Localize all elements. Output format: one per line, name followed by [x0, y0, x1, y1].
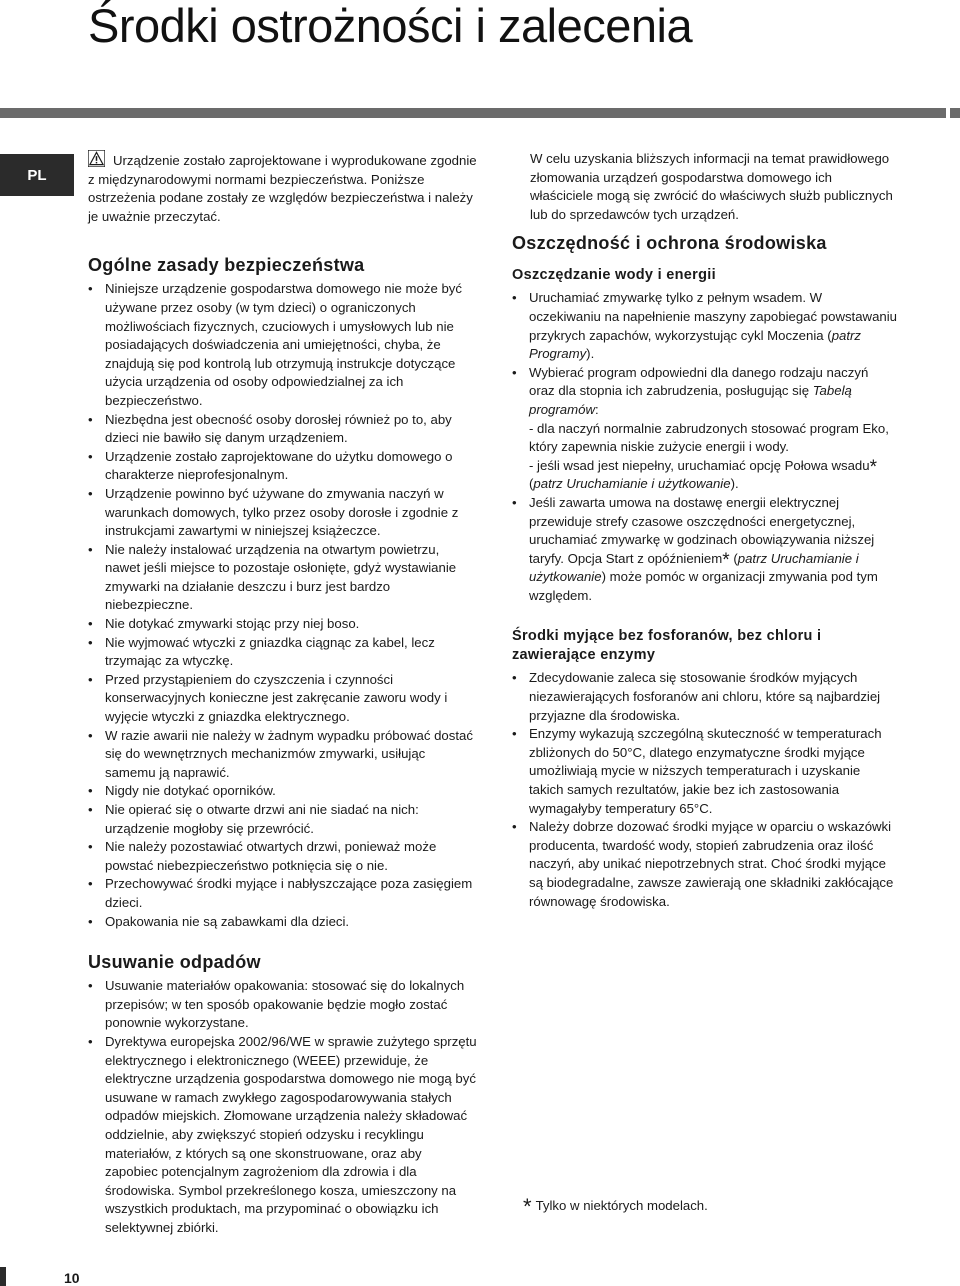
list-item: • Nie należy instalować urządzenia na otwartym powietrzu, nawet jeśli miejsce to pozostaje osłonięte, gdyż wystawianie zmywarki na działanie deszczu i burz jest bardzo niebezpieczne.: [88, 541, 478, 615]
list-item: • Przechowywać środki myjące i nabłyszczające poza zasięgiem dzieci.: [88, 875, 478, 912]
list-item: • Urządzenie powinno być używane do zmywania naczyń w warunkach domowych, tylko przez osoby dorosłe i zgodnie z instrukcjami zawartymi w niniejszej książeczce.: [88, 485, 478, 541]
list-item: • Niezbędna jest obecność osoby dorosłej również po to, aby dzieci nie bawiło się danym urządzeniem.: [88, 411, 478, 448]
list-item: • Urządzenie zostało zaprojektowane do użytku domowego o charakterze nieprofesjonalnym.: [88, 448, 478, 485]
sub-item: - dla naczyń normalnie zabrudzonych stosować program Eko, który zapewnia niskie zużycie energii i wody.: [529, 420, 889, 455]
intro-text: Urządzenie zostało zaprojektowane i wyprodukowane zgodnie z międzynarodowymi normami bezpieczeństwa. Poniższe ostrzeżenia podane zostały ze względów bezpieczeństwa i należy je uważnie przeczytać.: [88, 153, 477, 224]
list-item: • Nie opierać się o otwarte drzwi ani nie siadać na nich: urządzenie mogłoby się przewrócić.: [88, 801, 478, 838]
list-item: • Uruchamiać zmywarkę tylko z pełnym wsadem. W oczekiwaniu na napełnienie maszyny zapobiegać powstawaniu przykrych zapachów, wykorzystując cykl Moczenia (patrz Programy).: [512, 289, 897, 363]
header-divider-end: [950, 108, 960, 118]
disposal-heading: Usuwanie odpadów: [88, 952, 261, 973]
list-item: • W razie awarii nie należy w żadnym wypadku próbować dostać się do wewnętrznych mechanizmów zmywarki, usiłując samemu ją naprawić.: [88, 727, 478, 783]
list-item: • Niniejsze urządzenie gospodarstwa domowego nie może być używane przez osoby (w tym dzieci) o ograniczonych możliwościach fizycznych, czuciowych i umysłowych lub nie posiadających doświadczenia ani umiejętności, chyba, że znajdują się pod kontrolą lub otrzymują instrukcje dotyczące użycia urządzenia od osoby odpowiedzialnej za ich bezpieczeństwo.: [88, 280, 478, 410]
list-item: • Dyrektywa europejska 2002/96/WE w sprawie zużytego sprzętu elektrycznego i elektronicznego (WEEE) przewiduje, że elektryczne urządzenia gospodarstwa domowego nie mogą być usuwane w ramach zwykłego zagospodarowywania stałych odpadów miejskich. Złomowane urządzenia należy składować oddzielnie, aby zwiększyć stopień odzysku i recyklingu materiałów, z których są one skonstruowane, oraz aby zapobiec potencjalnym zagrożeniom dla zdrowia i dla środowiska. Symbol przekreślonego kosza, umieszczony na wszystkich produktach, ma przypominać o obowiązku ich selektywnej zbiórki.: [88, 1033, 478, 1238]
page-title: Środki ostrożności i zalecenia: [88, 0, 693, 52]
detergents-heading: Środki myjące bez fosforanów, bez chloru i zawierające enzymy: [512, 628, 822, 664]
footnote-star: *: [523, 1194, 532, 1219]
intro-paragraph: [88, 150, 478, 226]
general-safety-heading: Ogólne zasady bezpieczeństwa: [88, 255, 365, 276]
list-item: • Nigdy nie dotykać oporników.: [88, 782, 478, 801]
footnote-star: *: [722, 549, 730, 571]
page-edge-bar: [0, 1267, 6, 1286]
left-column: [88, 150, 478, 1237]
language-tab: PL: [0, 154, 74, 196]
list-item: • Enzymy wykazują szczególną skuteczność w temperaturach zbliżonych do 50°C, dlatego enzymatyczne środki myjące umożliwiają mycie w niższych temperaturach i uzyskanie takich samych rezultatów, jakie bez ich zastosowania wymagałyby temperatury 65°C.: [512, 725, 897, 818]
water-energy-subheading: Oszczędzanie wody i energii: [512, 267, 716, 284]
header-divider-bar: [0, 108, 946, 118]
detergents-list: [512, 669, 897, 911]
footnote-star: *: [869, 456, 878, 478]
list-item: • Opakowania nie są zabawkami dla dzieci.: [88, 913, 478, 932]
warning-triangle-icon: [88, 150, 105, 167]
list-item: • Nie wyjmować wtyczki z gniazdka ciągnąc za kabel, lecz trzymając za wtyczkę.: [88, 634, 478, 671]
footnote: [523, 1194, 708, 1219]
list-item: • Należy dobrze dozować środki myjące w oparciu o wskazówki producenta, twardość wody, stopień zabrudzenia oraz ilość naczyń, aby unikać niepotrzebnych strat. Choć środki myjące są biodegradalne, zawsze zawierają one składniki zakłócające równowagę środowiska.: [512, 818, 897, 911]
footnote-text: Tylko w niektórych modelach.: [535, 1198, 708, 1213]
disposal-list: [88, 977, 478, 1237]
disposal-info-paragraph: W celu uzyskania bliższych informacji na temat prawidłowego złomowania urządzeń gospodarstwa domowego ich właściciele mogą się zwrócić do właściwych służb publicznych lub do sprzedawców tych urządzeń.: [530, 151, 893, 222]
right-column: [512, 150, 897, 911]
list-item: • Przed przystąpieniem do czyszczenia i czynności konserwacyjnych konieczne jest zakręcanie zaworu wody i wyjęcie wtyczki z gniazdka elektrycznego.: [88, 671, 478, 727]
sub-item: - jeśli wsad jest niepełny, uruchamiać opcję Połowa wsadu* (patrz Uruchamianie i użytkowanie).: [529, 456, 878, 492]
list-item: • Zdecydowanie zaleca się stosowanie środków myjących niezawierających fosforanów ani chloru, które są najbardziej przyjazne dla środowiska.: [512, 669, 897, 725]
list-item: • Jeśli zawarta umowa na dostawę energii elektrycznej przewiduje strefy czasowe oszczędności energetycznej, uruchamiać zmywarkę w godzinach obowiązywania niższej taryfy. Opcja Start z opóźnieniem* (patrz Uruchamianie i użytkowanie) może pomóc w organizacji zmywania pod tym względem.: [512, 494, 897, 606]
economy-heading: Oszczędność i ochrona środowiska: [512, 233, 827, 254]
economy-list: [512, 289, 897, 605]
page-number: 10: [64, 1270, 80, 1286]
list-item: • Nie należy pozostawiać otwartych drzwi, ponieważ może powstać niebezpieczeństwo potknięcia się o nie.: [88, 838, 478, 875]
list-item: • Usuwanie materiałów opakowania: stosować się do lokalnych przepisów; w ten sposób opakowanie będzie mogło zostać ponownie wykorzystane.: [88, 977, 478, 1033]
list-item: • Wybierać program odpowiedni dla danego rodzaju naczyń oraz dla stopnia ich zabrudzenia, posługując się Tabelą programów: - dla naczyń normalnie zabrudzonych stosować program Eko, który zapewnia niskie zużycie energii i wody. - jeśli wsad jest niepełny, uruchamiać opcję Połowa wsadu* (patrz Uruchamianie i użytkowanie).: [512, 364, 897, 494]
general-safety-list: [88, 280, 478, 931]
list-item: • Nie dotykać zmywarki stojąc przy niej boso.: [88, 615, 478, 634]
